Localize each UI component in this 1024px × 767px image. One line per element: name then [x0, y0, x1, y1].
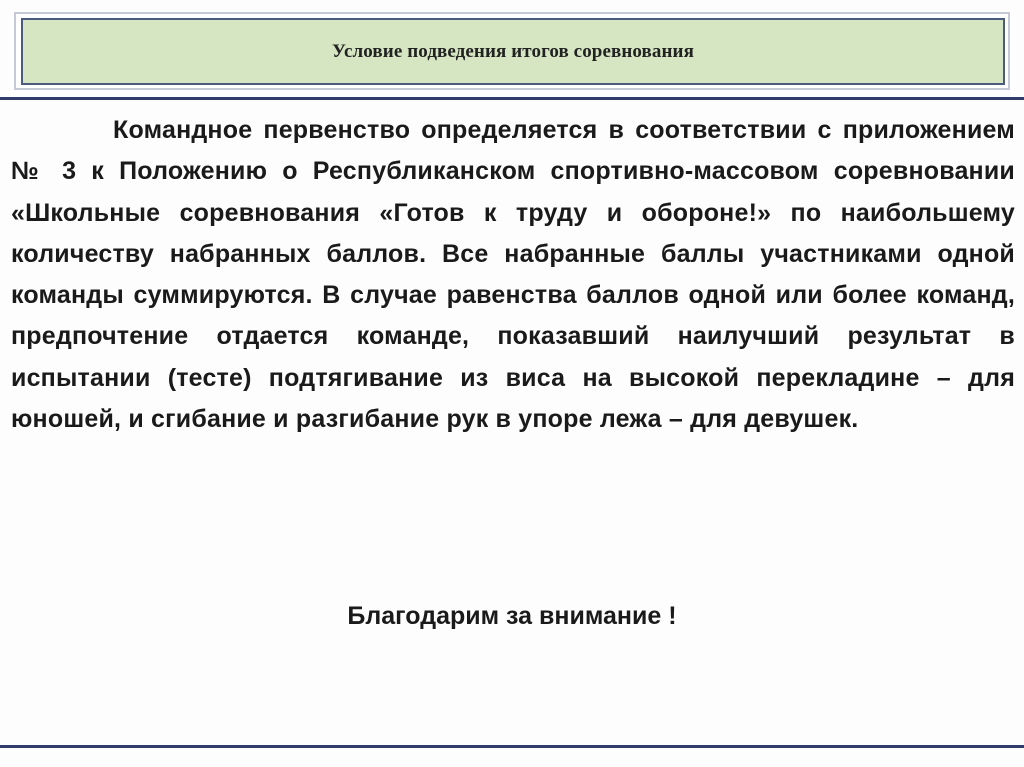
bottom-divider	[0, 745, 1024, 748]
title-frame	[14, 12, 1010, 90]
top-divider	[0, 97, 1024, 100]
closing-text: Благодарим за внимание !	[347, 602, 677, 630]
slide-title: Условие подведения итогов соревнования	[332, 40, 694, 62]
body-paragraph: Командное первенство определяется в соответствии с приложением № 3 к Положению о Республиканском спортивно-массовом соревновании «Школьные соревнования «Готов к труду и обороне!» по наибольшему количеству набранных баллов. Все набранные баллы участниками одной команды суммируются. В случае равенства баллов одной или более команд, предпочтение отдается команде, показавший наилучший результат в испытании (тесте) подтягивание из виса на высокой перекладине – для юношей, и сгибание и разгибание рук в упоре лежа – для девушек.	[11, 116, 1015, 434]
title-box	[21, 18, 1005, 85]
